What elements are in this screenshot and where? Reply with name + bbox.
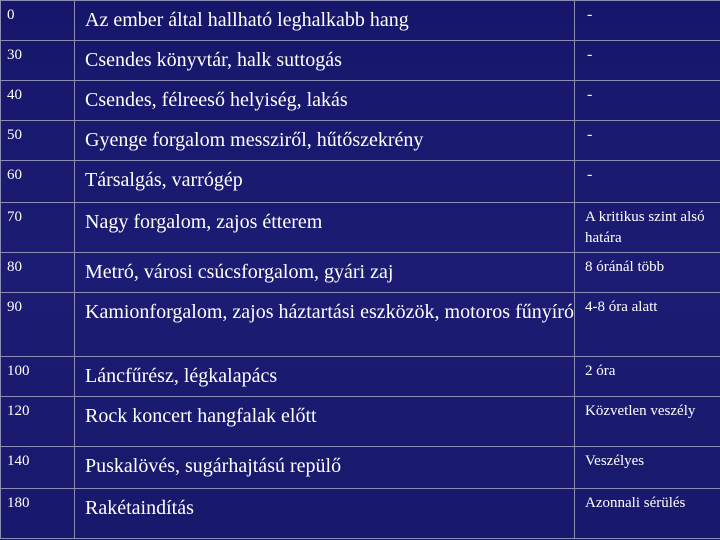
table-row [1, 81, 720, 121]
noise-source-cell: Nagy forgalom, zajos étterem [75, 203, 575, 253]
exposure-cell [575, 1, 720, 41]
noise-source-cell: Csendes, félreeső helyiség, lakás [75, 81, 575, 121]
exposure-cell: 4-8 óra alatt [575, 293, 720, 357]
decibel-cell: 30 [1, 41, 75, 81]
table-row [1, 203, 720, 253]
exposure-cell [575, 161, 720, 203]
exposure-cell: 8 óránál több [575, 253, 720, 293]
table-row [1, 397, 720, 447]
exposure-cell: 2 óra [575, 357, 720, 397]
noise-source-cell: Az ember által hallható leghalkabb hang [75, 1, 575, 41]
noise-source-cell: Csendes könyvtár, halk suttogás [75, 41, 575, 81]
exposure-cell: Azonnali sérülés [575, 489, 720, 539]
decibel-cell: 180 [1, 489, 75, 539]
decibel-cell: 80 [1, 253, 75, 293]
noise-source-cell: Puskalövés, sugárhajtású repülő [75, 447, 575, 489]
exposure-cell [575, 41, 720, 81]
noise-source-cell: Láncfűrész, légkalapács [75, 357, 575, 397]
decibel-cell: 140 [1, 447, 75, 489]
exposure-cell [575, 81, 720, 121]
exposure-text: - [587, 6, 593, 23]
exposure-text: - [587, 126, 593, 143]
decibel-cell: 50 [1, 121, 75, 161]
noise-source-cell: Metró, városi csúcsforgalom, gyári zaj [75, 253, 575, 293]
exposure-text: - [587, 166, 593, 183]
table-row [1, 253, 720, 293]
decibel-cell: 70 [1, 203, 75, 253]
table-row [1, 489, 720, 539]
exposure-text: - [587, 46, 593, 63]
noise-source-cell: Gyenge forgalom messziről, hűtőszekrény [75, 121, 575, 161]
noise-source-cell: Társalgás, varrógép [75, 161, 575, 203]
decibel-cell: 90 [1, 293, 75, 357]
noise-source-cell: Kamionforgalom, zajos háztartási eszközök, motoros fűnyíró [75, 293, 575, 357]
decibel-cell: 40 [1, 81, 75, 121]
table-row [1, 161, 720, 203]
decibel-cell: 120 [1, 397, 75, 447]
noise-source-cell: Rakétaindítás [75, 489, 575, 539]
exposure-cell: A kritikus szint alsó határa [575, 203, 720, 253]
decibel-cell: 0 [1, 1, 75, 41]
table-row [1, 41, 720, 81]
table-row [1, 1, 720, 41]
decibel-cell: 60 [1, 161, 75, 203]
exposure-text: - [587, 86, 593, 103]
exposure-cell [575, 121, 720, 161]
table-row [1, 447, 720, 489]
table-row [1, 293, 720, 357]
table-row [1, 357, 720, 397]
exposure-cell: Közvetlen veszély [575, 397, 720, 447]
exposure-cell: Veszélyes [575, 447, 720, 489]
decibel-cell: 100 [1, 357, 75, 397]
table-row [1, 121, 720, 161]
noise-source-cell: Rock koncert hangfalak előtt [75, 397, 575, 447]
